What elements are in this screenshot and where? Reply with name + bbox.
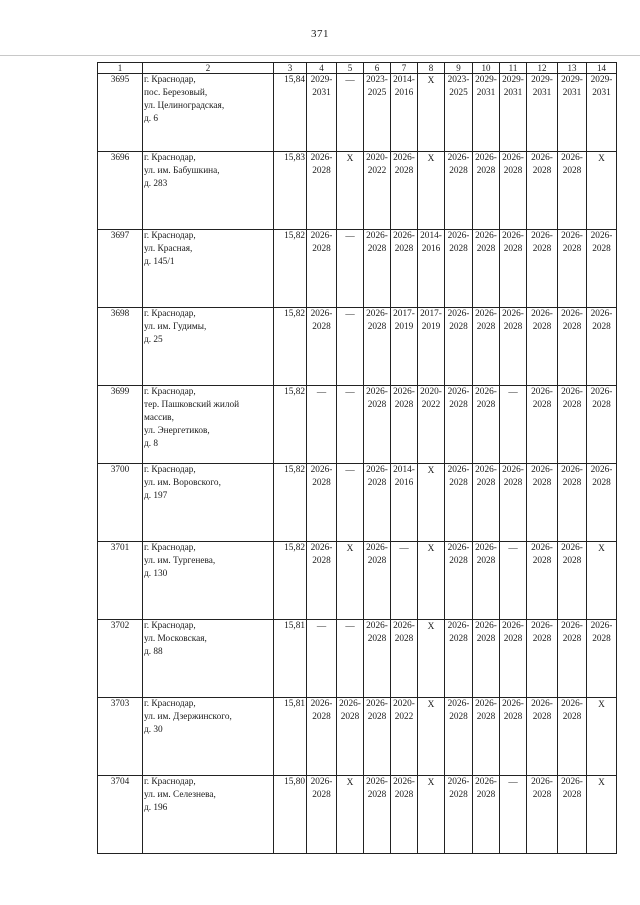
value-cell: 15,81 [274, 698, 307, 776]
period-cell: 2026- 2028 [391, 152, 418, 230]
period-cell: 2017- 2019 [391, 308, 418, 386]
period-cell: 2026- 2028 [391, 386, 418, 464]
period-cell: 2026- 2028 [500, 698, 527, 776]
period-cell: 2026- 2028 [527, 464, 558, 542]
period-cell: 2026- 2028 [558, 776, 587, 854]
period-cell: — [307, 386, 337, 464]
period-cell: — [500, 386, 527, 464]
value-cell: 15,82 [274, 542, 307, 620]
period-cell: 2014- 2016 [391, 74, 418, 152]
column-number: 14 [587, 63, 617, 74]
period-cell: 2029- 2031 [307, 74, 337, 152]
table-row [98, 464, 617, 542]
period-cell: 2026- 2028 [473, 698, 500, 776]
period-cell: 2026- 2028 [527, 542, 558, 620]
period-cell: — [500, 776, 527, 854]
address-cell: г. Краснодар, ул. Красная, д. 145/1 [143, 230, 274, 308]
period-cell: — [337, 308, 364, 386]
period-cell: 2026- 2028 [473, 776, 500, 854]
column-number: 10 [473, 63, 500, 74]
period-cell: — [337, 386, 364, 464]
period-cell: 2026- 2028 [445, 698, 473, 776]
period-cell: 2026- 2028 [364, 542, 391, 620]
period-cell: 2026- 2028 [500, 230, 527, 308]
period-cell: 2026- 2028 [587, 464, 617, 542]
period-cell: 2026- 2028 [364, 620, 391, 698]
period-cell: 2023- 2025 [364, 74, 391, 152]
period-cell: 2026- 2028 [445, 308, 473, 386]
row-number-cell: 3698 [98, 308, 143, 386]
column-number: 11 [500, 63, 527, 74]
period-cell: 2026- 2028 [473, 230, 500, 308]
period-cell: 2023- 2025 [445, 74, 473, 152]
period-cell: 2026- 2028 [307, 542, 337, 620]
period-cell: — [337, 464, 364, 542]
address-cell: г. Краснодар, ул. Московская, д. 88 [143, 620, 274, 698]
period-cell: 2026- 2028 [445, 230, 473, 308]
period-cell: 2026- 2028 [558, 542, 587, 620]
period-cell: 2026- 2028 [445, 152, 473, 230]
period-cell: 2026- 2028 [391, 230, 418, 308]
period-cell: 2026- 2028 [364, 464, 391, 542]
period-cell: 2026- 2028 [391, 776, 418, 854]
address-cell: г. Краснодар, ул. им. Гудимы, д. 25 [143, 308, 274, 386]
period-cell: 2026- 2028 [337, 698, 364, 776]
period-cell: Х [418, 620, 445, 698]
column-number: 1 [98, 63, 143, 74]
period-cell: 2026- 2028 [307, 464, 337, 542]
value-cell: 15,84 [274, 74, 307, 152]
period-cell: 2026- 2028 [364, 776, 391, 854]
address-cell: г. Краснодар, ул. им. Воровского, д. 197 [143, 464, 274, 542]
period-cell: 2026- 2028 [473, 308, 500, 386]
period-cell: 2026- 2028 [445, 464, 473, 542]
period-cell: 2029- 2031 [500, 74, 527, 152]
address-cell: г. Краснодар, ул. им. Тургенева, д. 130 [143, 542, 274, 620]
column-number: 7 [391, 63, 418, 74]
period-cell: Х [587, 152, 617, 230]
period-cell: — [307, 620, 337, 698]
table-row [98, 776, 617, 854]
period-cell: 2026- 2028 [307, 308, 337, 386]
period-cell: 2014- 2016 [391, 464, 418, 542]
period-cell: Х [337, 776, 364, 854]
period-cell: 2026- 2028 [364, 308, 391, 386]
period-cell: Х [418, 542, 445, 620]
row-number-cell: 3697 [98, 230, 143, 308]
period-cell: 2026- 2028 [500, 620, 527, 698]
value-cell: 15,82 [274, 308, 307, 386]
table-row [98, 230, 617, 308]
period-cell: 2026- 2028 [527, 152, 558, 230]
period-cell: 2026- 2028 [364, 698, 391, 776]
period-cell: — [337, 74, 364, 152]
table-row [98, 698, 617, 776]
period-cell: 2026- 2028 [527, 230, 558, 308]
column-number: 13 [558, 63, 587, 74]
period-cell: 2026- 2028 [527, 698, 558, 776]
column-number: 2 [143, 63, 274, 74]
period-cell: Х [337, 152, 364, 230]
value-cell: 15,82 [274, 464, 307, 542]
table-row [98, 152, 617, 230]
period-cell: 2026- 2028 [558, 698, 587, 776]
period-cell: 2029- 2031 [587, 74, 617, 152]
period-cell: 2026- 2028 [587, 308, 617, 386]
period-cell: Х [418, 464, 445, 542]
table-row [98, 74, 617, 152]
row-number-cell: 3699 [98, 386, 143, 464]
period-cell: 2026- 2028 [307, 230, 337, 308]
period-cell: Х [587, 542, 617, 620]
page-number: 371 [311, 28, 329, 40]
period-cell: 2017- 2019 [418, 308, 445, 386]
period-cell: 2026- 2028 [473, 386, 500, 464]
period-cell: 2026- 2028 [445, 386, 473, 464]
period-cell: 2026- 2028 [527, 776, 558, 854]
period-cell: Х [418, 776, 445, 854]
period-cell: 2026- 2028 [587, 230, 617, 308]
value-cell: 15,82 [274, 386, 307, 464]
period-cell: 2026- 2028 [558, 230, 587, 308]
header-divider [0, 55, 640, 56]
period-cell: 2026- 2028 [500, 152, 527, 230]
period-cell: Х [418, 74, 445, 152]
column-number-row [98, 63, 617, 74]
address-cell: г. Краснодар, тер. Пашковский жилой массив, ул. Энергетиков, д. 8 [143, 386, 274, 464]
value-cell: 15,81 [274, 620, 307, 698]
period-cell: 2026- 2028 [527, 386, 558, 464]
period-cell: 2026- 2028 [558, 464, 587, 542]
period-cell: Х [418, 698, 445, 776]
address-cell: г. Краснодар, ул. им. Селезнева, д. 196 [143, 776, 274, 854]
period-cell: 2026- 2028 [445, 542, 473, 620]
period-cell: 2026- 2028 [500, 308, 527, 386]
housing-registry-table [97, 62, 617, 854]
address-cell: г. Краснодар, ул. им. Дзержинского, д. 30 [143, 698, 274, 776]
period-cell: 2026- 2028 [391, 620, 418, 698]
value-cell: 15,83 [274, 152, 307, 230]
period-cell: 2026- 2028 [473, 464, 500, 542]
period-cell: — [500, 542, 527, 620]
period-cell: — [337, 620, 364, 698]
address-cell: г. Краснодар, ул. им. Бабушкина, д. 283 [143, 152, 274, 230]
period-cell: 2026- 2028 [364, 386, 391, 464]
table-row [98, 620, 617, 698]
period-cell: 2026- 2028 [587, 386, 617, 464]
period-cell: 2026- 2028 [473, 542, 500, 620]
period-cell: Х [587, 776, 617, 854]
column-number: 5 [337, 63, 364, 74]
column-number: 8 [418, 63, 445, 74]
column-number: 4 [307, 63, 337, 74]
row-number-cell: 3702 [98, 620, 143, 698]
table-row [98, 308, 617, 386]
value-cell: 15,80 [274, 776, 307, 854]
period-cell: 2026- 2028 [445, 620, 473, 698]
period-cell: 2026- 2028 [445, 776, 473, 854]
table-row [98, 386, 617, 464]
row-number-cell: 3695 [98, 74, 143, 152]
period-cell: Х [337, 542, 364, 620]
row-number-cell: 3704 [98, 776, 143, 854]
period-cell: 2026- 2028 [558, 152, 587, 230]
period-cell: 2026- 2028 [527, 308, 558, 386]
period-cell: Х [418, 152, 445, 230]
period-cell: 2026- 2028 [307, 698, 337, 776]
period-cell: 2029- 2031 [473, 74, 500, 152]
period-cell: 2026- 2028 [364, 230, 391, 308]
row-number-cell: 3696 [98, 152, 143, 230]
period-cell: 2014- 2016 [418, 230, 445, 308]
period-cell: 2026- 2028 [527, 620, 558, 698]
address-cell: г. Краснодар, пос. Березовый, ул. Целиноградская, д. 6 [143, 74, 274, 152]
value-cell: 15,82 [274, 230, 307, 308]
period-cell: 2029- 2031 [558, 74, 587, 152]
period-cell: — [391, 542, 418, 620]
column-number: 12 [527, 63, 558, 74]
period-cell: 2026- 2028 [307, 776, 337, 854]
row-number-cell: 3703 [98, 698, 143, 776]
period-cell: 2020- 2022 [391, 698, 418, 776]
period-cell: 2026- 2028 [587, 620, 617, 698]
row-number-cell: 3700 [98, 464, 143, 542]
period-cell: — [337, 230, 364, 308]
period-cell: 2026- 2028 [307, 152, 337, 230]
period-cell: 2026- 2028 [558, 620, 587, 698]
period-cell: Х [587, 698, 617, 776]
table-body [98, 63, 617, 854]
period-cell: 2020- 2022 [418, 386, 445, 464]
column-number: 3 [274, 63, 307, 74]
table-row [98, 542, 617, 620]
column-number: 9 [445, 63, 473, 74]
period-cell: 2026- 2028 [558, 386, 587, 464]
period-cell: 2026- 2028 [473, 620, 500, 698]
period-cell: 2026- 2028 [473, 152, 500, 230]
row-number-cell: 3701 [98, 542, 143, 620]
period-cell: 2020- 2022 [364, 152, 391, 230]
period-cell: 2026- 2028 [500, 464, 527, 542]
column-number: 6 [364, 63, 391, 74]
period-cell: 2026- 2028 [558, 308, 587, 386]
period-cell: 2029- 2031 [527, 74, 558, 152]
